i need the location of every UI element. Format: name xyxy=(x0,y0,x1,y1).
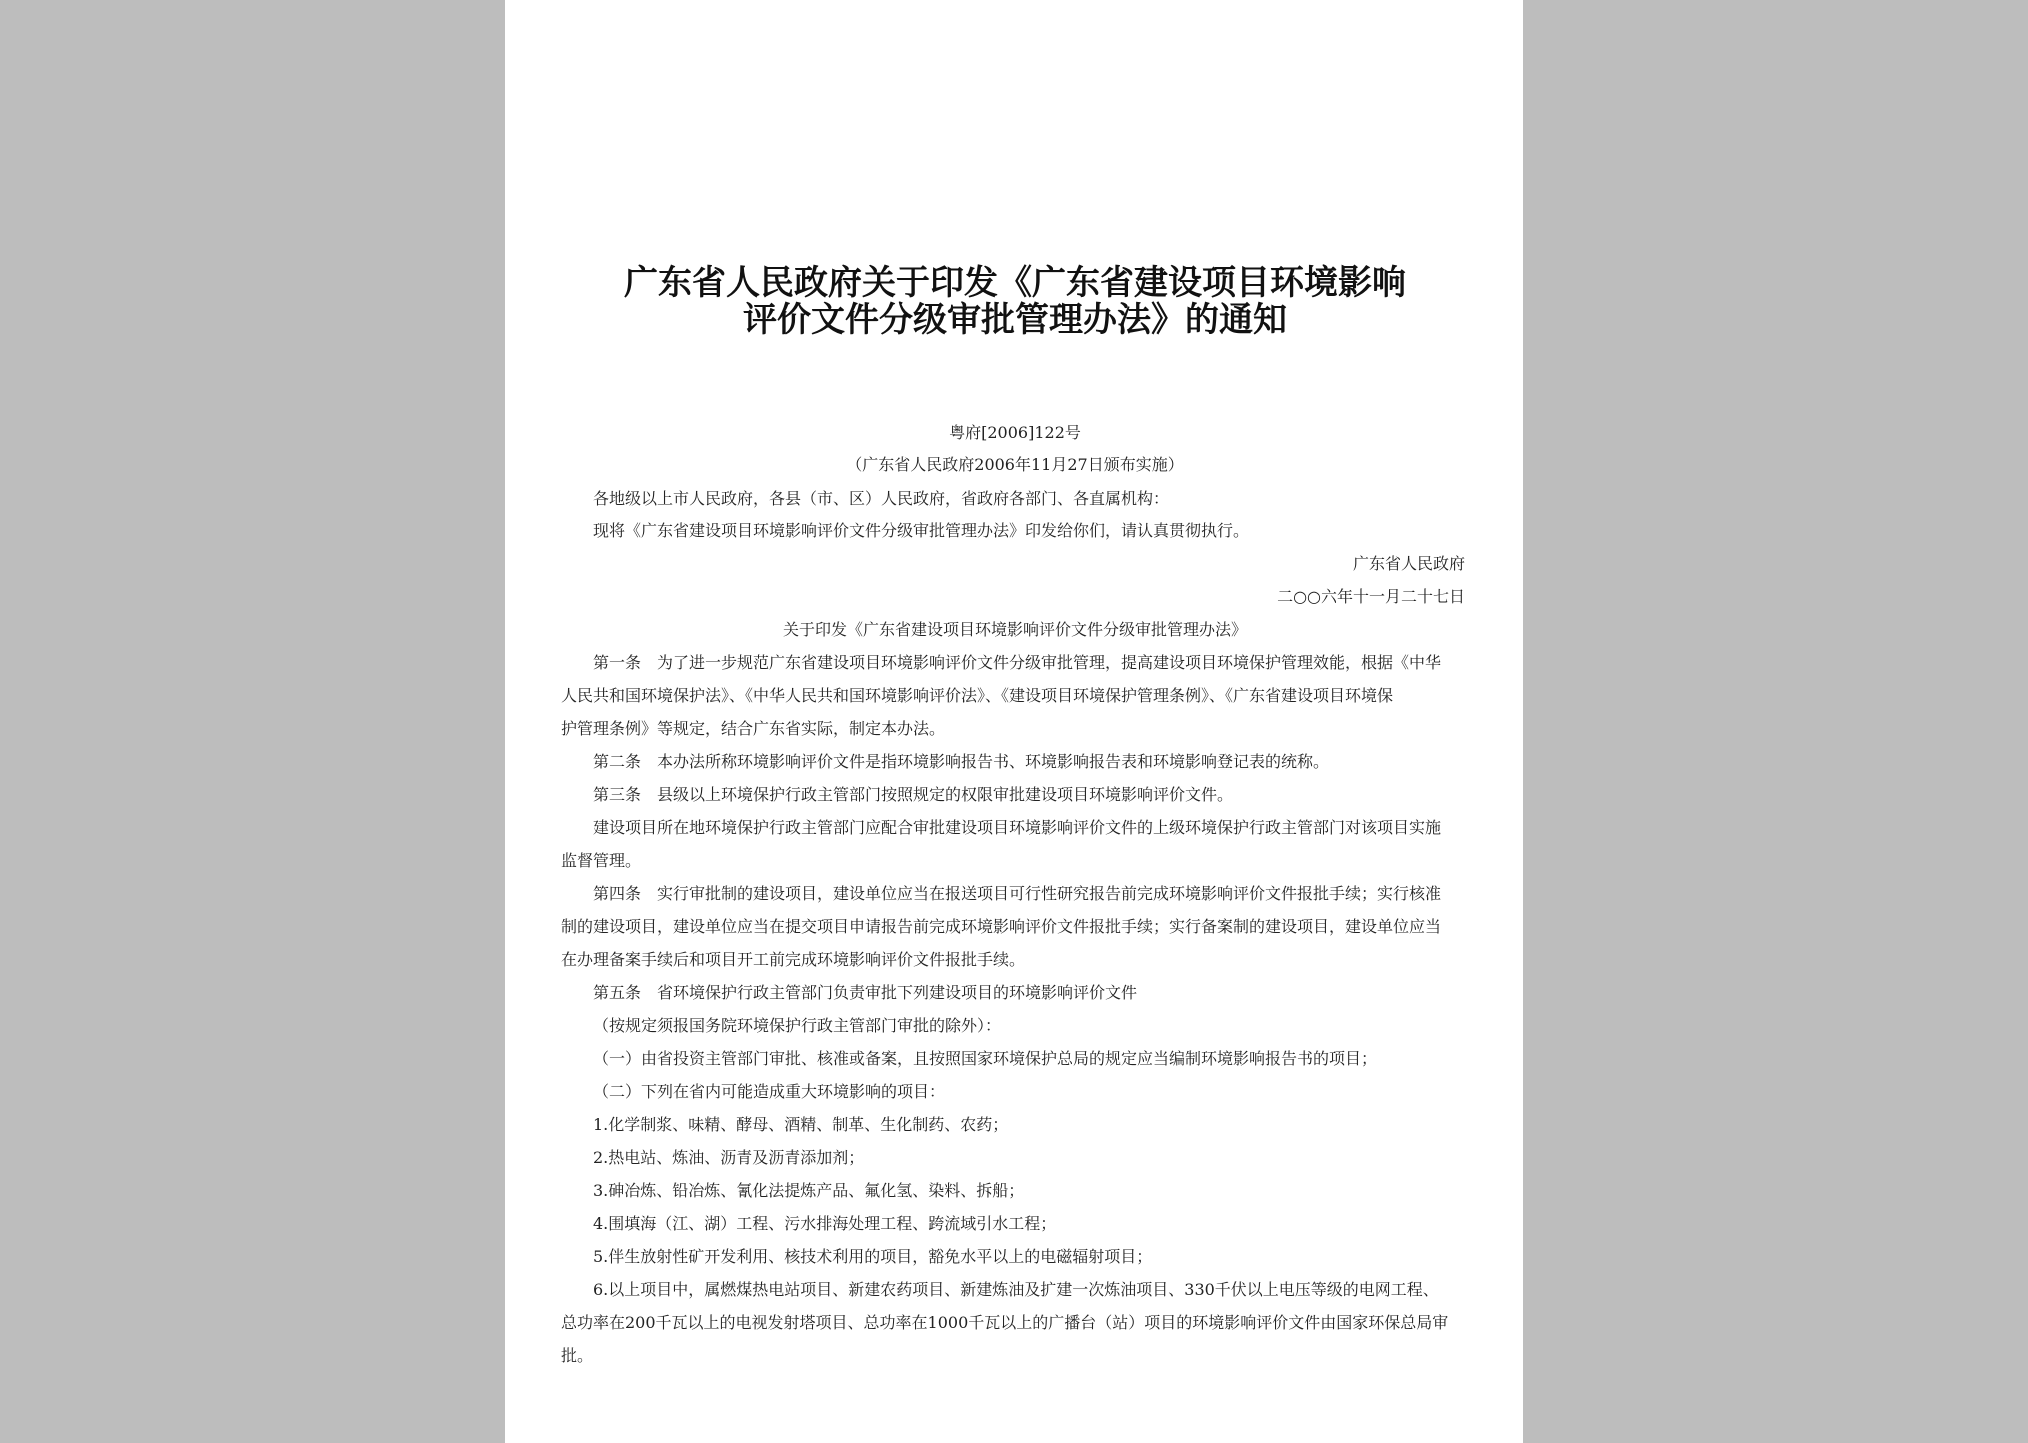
body-line: 6.以上项目中，属燃煤热电站项目、新建农药项目、新建炼油及扩建一次炼油项目、330千伏以上电压等级的电网工程、 xyxy=(593,1280,1439,1299)
salutation: 各地级以上市人民政府，各县（市、区）人民政府，省政府各部门、各直属机构： xyxy=(593,489,1170,508)
document-title-line-2: 评价文件分级审批管理办法》的通知 xyxy=(743,300,1287,340)
body-line: 3.砷冶炼、铅冶炼、氰化法提炼产品、氟化氢、染料、拆船； xyxy=(593,1181,1025,1200)
body-line: 第一条 为了进一步规范广东省建设项目环境影响评价文件分级审批管理，提高建设项目环境保护管理效能，根据《中华 xyxy=(593,653,1442,672)
body-line: 监督管理。 xyxy=(561,851,642,870)
body-line: 第四条 实行审批制的建设项目，建设单位应当在报送项目可行性研究报告前完成环境影响评价文件报批手续；实行核准 xyxy=(593,884,1442,903)
body-line: （一）由省投资主管部门审批、核准或备案，且按照国家环境保护总局的规定应当编制环境影响报告书的项目； xyxy=(593,1049,1378,1068)
attachment-title: 关于印发《广东省建设项目环境影响评价文件分级审批管理办法》 xyxy=(782,620,1247,639)
body-line: 在办理备案手续后和项目开工前完成环境影响评价文件报批手续。 xyxy=(561,950,1026,969)
body-line: 第三条 县级以上环境保护行政主管部门按照规定的权限审批建设项目环境影响评价文件。 xyxy=(593,785,1234,804)
document-page xyxy=(505,0,1523,1443)
issuer: 广东省人民政府 xyxy=(1352,554,1465,573)
body-line: 4.围填海（江、湖）工程、污水排海处理工程、跨流域引水工程； xyxy=(593,1214,1057,1233)
issue-date: 二○○六年十一月二十七日 xyxy=(1277,587,1465,606)
body-line: 2.热电站、炼油、沥青及沥青添加剂； xyxy=(593,1148,865,1167)
body-line: （二）下列在省内可能造成重大环境影响的项目： xyxy=(593,1082,946,1101)
body-line: 制的建设项目，建设单位应当在提交项目申请报告前完成环境影响评价文件报批手续；实行备案制的建设项目，建设单位应当 xyxy=(561,917,1442,936)
doc-number: 粤府[2006]122号 xyxy=(949,423,1081,442)
body-line: 第五条 省环境保护行政主管部门负责审批下列建设项目的环境影响评价文件 xyxy=(593,983,1138,1002)
document-title-line-1: 广东省人民政府关于印发《广东省建设项目环境影响 xyxy=(624,263,1406,303)
body-line: 1.化学制浆、味精、酵母、酒精、制革、生化制药、农药； xyxy=(593,1115,1009,1134)
body-line: （按规定须报国务院环境保护行政主管部门审批的除外）： xyxy=(593,1016,1002,1035)
body-line: 总功率在200千瓦以上的电视发射塔项目、总功率在1000千瓦以上的广播台（站）项目的环境影响评价文件由国家环保总局审 xyxy=(561,1313,1449,1332)
body-line: 批。 xyxy=(561,1346,594,1365)
body-line: 5.伴生放射性矿开发利用、核技术利用的项目，豁免水平以上的电磁辐射项目； xyxy=(593,1247,1153,1266)
issue-note: （广东省人民政府2006年11月27日颁布实施） xyxy=(846,455,1184,474)
body-line: 第二条 本办法所称环境影响评价文件是指环境影响报告书、环境影响报告表和环境影响登记表的统称。 xyxy=(593,752,1330,771)
intro-paragraph: 现将《广东省建设项目环境影响评价文件分级审批管理办法》印发给你们，请认真贯彻执行。 xyxy=(593,521,1250,540)
body-line: 护管理条例》等规定，结合广东省实际，制定本办法。 xyxy=(561,719,946,738)
body-line: 人民共和国环境保护法》、《中华人民共和国环境影响评价法》、《建设项目环境保护管理条例》、《广东省建设项目环境保 xyxy=(561,686,1394,705)
body-line: 建设项目所在地环境保护行政主管部门应配合审批建设项目环境影响评价文件的上级环境保护行政主管部门对该项目实施 xyxy=(593,818,1442,837)
